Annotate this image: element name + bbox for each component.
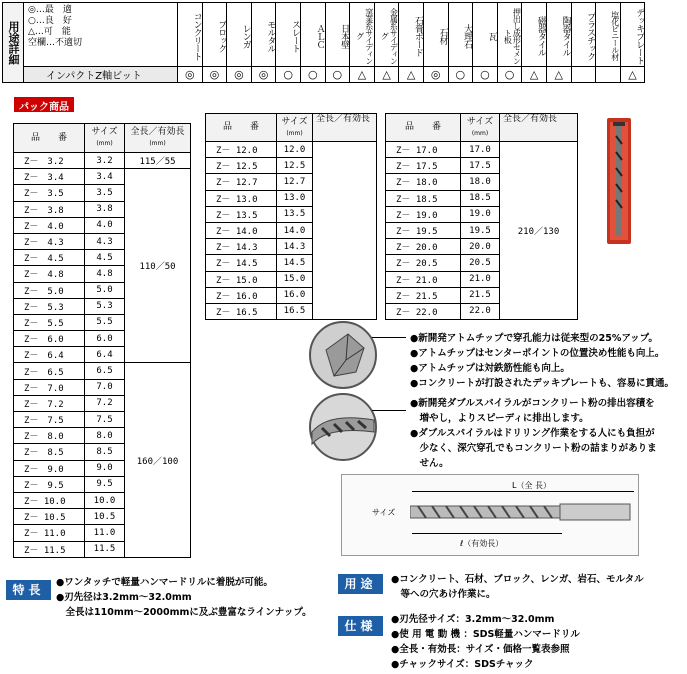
size-cell: 3.4 xyxy=(85,169,125,185)
part-number-cell: Z－ 6.0 xyxy=(14,331,85,347)
usage-mark: ◎ xyxy=(227,67,252,83)
features-atom-tip xyxy=(410,331,685,391)
usage-mark: △ xyxy=(546,67,571,83)
part-number-cell: Z－ 3.8 xyxy=(14,201,85,217)
size-cell: 7.0 xyxy=(85,379,125,395)
size-cell: 20.0 xyxy=(461,239,500,255)
usage-mark: ◎ xyxy=(251,67,276,83)
part-number-cell: Z－ 13.0 xyxy=(206,190,277,206)
feature-line: 増やし，よりスピーディに排出します。 xyxy=(410,413,589,424)
usage-matrix xyxy=(2,2,645,83)
effective-length-label: ℓ（有効長） xyxy=(460,539,504,548)
material-header: デッキプレート xyxy=(620,3,645,67)
usage-mark: △ xyxy=(522,67,547,83)
size-cell: 17.0 xyxy=(461,142,500,158)
size-cell: 7.2 xyxy=(85,395,125,411)
tokucho-tag: 特長 xyxy=(6,580,51,600)
part-number-cell: Z－ 4.5 xyxy=(14,250,85,266)
size-cell: 6.5 xyxy=(85,363,125,379)
usage-mark xyxy=(596,67,621,83)
usage-mark: △ xyxy=(350,67,375,83)
part-number-cell: Z－ 12.0 xyxy=(206,142,277,158)
feature-line: 少なく、深穴穿孔でもコンクリート粉の詰まりがありま xyxy=(410,443,657,454)
size-cell: 9.5 xyxy=(85,476,125,492)
product-name: インパクトZ軸ビット xyxy=(24,67,178,83)
header-length: 全長／有効長 xyxy=(500,114,578,142)
length-cell: 115／55 xyxy=(125,153,191,169)
part-number-cell: Z－ 8.0 xyxy=(14,428,85,444)
table-row xyxy=(386,142,578,158)
table-row xyxy=(14,153,191,169)
size-cell: 16.0 xyxy=(277,287,313,303)
usage-mark: △ xyxy=(374,67,399,83)
feature-line: ●ダブルスパイラルはドリリング作業をする人にも負担が xyxy=(410,428,655,439)
part-number-cell: Z－ 9.0 xyxy=(14,460,85,476)
size-cell: 16.5 xyxy=(277,303,313,319)
size-cell: 13.0 xyxy=(277,190,313,206)
material-header: モルタル xyxy=(251,3,276,67)
legend-possible: △…可 能 xyxy=(28,27,71,37)
length-cell: 110／50 xyxy=(125,169,191,363)
material-header: 塩化ビニール材 xyxy=(596,3,621,67)
part-number-cell: Z－ 15.0 xyxy=(206,271,277,287)
size-cell: 10.5 xyxy=(85,509,125,525)
part-number-cell: Z－ 7.0 xyxy=(14,379,85,395)
double-spiral-image xyxy=(308,392,378,462)
part-number-cell: Z－ 21.5 xyxy=(386,287,461,303)
material-header: コンクリート xyxy=(178,3,203,67)
length-cell xyxy=(313,142,377,320)
part-number-cell: Z－ 4.8 xyxy=(14,266,85,282)
part-number-cell: Z－ 22.0 xyxy=(386,303,461,319)
size-cell: 21.0 xyxy=(461,271,500,287)
total-length-label: L（全 長） xyxy=(512,481,551,490)
header-size: サイズ (mm) xyxy=(277,114,313,142)
length-cell: 160／100 xyxy=(125,363,191,557)
feature-line: ●新開発ダブルスパイラルがコンクリート粉の排出容積を xyxy=(410,398,655,409)
usage-mark xyxy=(571,67,596,83)
part-number-cell: Z－ 16.5 xyxy=(206,303,277,319)
material-header: ＡＬＣ xyxy=(300,3,325,67)
legend-unsuitable: 空欄…不適切 xyxy=(28,38,83,48)
shiyo-tag: 仕様 xyxy=(338,616,383,636)
table-row xyxy=(206,142,377,158)
part-number-cell: Z－ 4.3 xyxy=(14,233,85,249)
effective-length-line xyxy=(412,533,562,534)
material-header: レンガ xyxy=(227,3,252,67)
size-cell: 18.0 xyxy=(461,174,500,190)
size-cell: 7.5 xyxy=(85,412,125,428)
part-number-cell: Z－ 10.5 xyxy=(14,509,85,525)
features-double-spiral xyxy=(410,396,685,471)
drill-bit-package-image xyxy=(601,116,637,246)
legend-best: ◎…最 適 xyxy=(28,5,72,15)
material-header: 金属系サイディング xyxy=(374,3,399,67)
part-number-cell: Z－ 7.5 xyxy=(14,412,85,428)
total-length-line xyxy=(412,491,634,492)
size-table-2 xyxy=(205,113,377,320)
part-number-cell: Z－ 8.5 xyxy=(14,444,85,460)
material-header: 石膏ボード xyxy=(399,3,424,67)
part-number-cell: Z－ 20.0 xyxy=(386,239,461,255)
length-cell: 210／130 xyxy=(500,142,578,320)
size-cell: 10.0 xyxy=(85,492,125,508)
header-size: サイズ (mm) xyxy=(85,124,125,153)
part-number-cell: Z－ 14.0 xyxy=(206,222,277,238)
part-number-cell: Z－ 3.4 xyxy=(14,169,85,185)
material-header: スレート xyxy=(276,3,301,67)
part-number-cell: Z－ 19.0 xyxy=(386,206,461,222)
size-cell: 12.5 xyxy=(277,158,313,174)
size-cell: 3.5 xyxy=(85,185,125,201)
size-cell: 14.3 xyxy=(277,239,313,255)
part-number-cell: Z－ 11.0 xyxy=(14,525,85,541)
material-header: 大理石 xyxy=(448,3,473,67)
part-number-cell: Z－ 17.0 xyxy=(386,142,461,158)
size-table-1 xyxy=(13,123,191,558)
header-part: 品 番 xyxy=(386,114,461,142)
yoto-tag: 用途 xyxy=(338,574,383,594)
size-cell: 15.0 xyxy=(277,271,313,287)
feature-line: ●アトムチップはセンターポイントの位置決め性能も向上。 xyxy=(410,348,665,359)
usage-legend xyxy=(24,3,178,67)
size-cell: 4.5 xyxy=(85,250,125,266)
size-cell: 11.0 xyxy=(85,525,125,541)
size-cell: 3.2 xyxy=(85,153,125,169)
size-cell: 19.5 xyxy=(461,222,500,238)
pointer-line xyxy=(372,410,406,411)
size-cell: 17.5 xyxy=(461,158,500,174)
part-number-cell: Z－ 10.0 xyxy=(14,492,85,508)
usage-mark: ○ xyxy=(325,67,350,83)
size-cell: 6.0 xyxy=(85,331,125,347)
usage-mark: ◎ xyxy=(202,67,227,83)
size-cell: 11.5 xyxy=(85,541,125,557)
size-cell: 3.8 xyxy=(85,201,125,217)
feature-line: せん。 xyxy=(410,458,449,469)
part-number-cell: Z－ 11.5 xyxy=(14,541,85,557)
part-number-cell: Z－ 6.5 xyxy=(14,363,85,379)
usage-mark: ◎ xyxy=(423,67,448,83)
size-label: サイズ xyxy=(372,508,396,517)
usage-mark: ○ xyxy=(473,67,498,83)
size-cell: 14.5 xyxy=(277,255,313,271)
header-size: サイズ (mm) xyxy=(461,114,500,142)
size-cell: 14.0 xyxy=(277,222,313,238)
legend-good: ○…良 好 xyxy=(28,16,72,26)
part-number-cell: Z－ 20.5 xyxy=(386,255,461,271)
part-number-cell: Z－ 14.5 xyxy=(206,255,277,271)
usage-side-label: 用途詳細 xyxy=(3,3,24,83)
part-number-cell: Z－ 12.5 xyxy=(206,158,277,174)
table-row xyxy=(14,169,191,185)
part-number-cell: Z－ 14.3 xyxy=(206,239,277,255)
part-number-cell: Z－ 4.0 xyxy=(14,217,85,233)
size-cell: 5.3 xyxy=(85,298,125,314)
feature-line: ●新開発アトムチップで穿孔能力は従来型の25%アップ。 xyxy=(410,333,658,344)
material-header: 窯業系サイディング xyxy=(350,3,375,67)
material-header: 瓦 xyxy=(473,3,498,67)
size-cell: 4.0 xyxy=(85,217,125,233)
size-cell: 13.5 xyxy=(277,206,313,222)
size-cell: 4.8 xyxy=(85,266,125,282)
size-cell: 8.0 xyxy=(85,428,125,444)
size-table-3 xyxy=(385,113,578,320)
tokucho-text: ●ワンタッチで軽量ハンマードリルに着脱が可能。 ●刃先径は3.2mm～32.0mm 全長は110mm～2000mmに及ぶ豊富なラインナップ。 xyxy=(56,577,312,618)
pack-label: パック商品 xyxy=(14,97,74,112)
usage-mark: ○ xyxy=(300,67,325,83)
header-length: 全長／有効長 (mm) xyxy=(125,124,191,153)
part-number-cell: Z－ 12.7 xyxy=(206,174,277,190)
usage-mark: ◎ xyxy=(178,67,203,83)
shiyo-text: ●刃先径サイズ：3.2mm～32.0mm ●使 用 電 動 機 ：SDS軽量ハンマードリル ●全長・有効長：サイズ・価格一覧表参照 ●チャックサイズ：SDSチャック xyxy=(391,614,580,670)
table-row xyxy=(14,363,191,379)
part-number-cell: Z－ 5.5 xyxy=(14,314,85,330)
part-number-cell: Z－ 17.5 xyxy=(386,158,461,174)
size-cell: 18.5 xyxy=(461,190,500,206)
size-cell: 21.5 xyxy=(461,287,500,303)
usage-mark: ○ xyxy=(448,67,473,83)
header-part: 品 番 xyxy=(206,114,277,142)
size-cell: 20.5 xyxy=(461,255,500,271)
part-number-cell: Z－ 18.0 xyxy=(386,174,461,190)
material-header: 日本壁 xyxy=(325,3,350,67)
material-header: 陶器タイル xyxy=(546,3,571,67)
part-number-cell: Z－ 7.2 xyxy=(14,395,85,411)
part-number-cell: Z－ 5.3 xyxy=(14,298,85,314)
material-header: ブロック xyxy=(202,3,227,67)
part-number-cell: Z－ 21.0 xyxy=(386,271,461,287)
part-number-cell: Z－ 5.0 xyxy=(14,282,85,298)
feature-line: ●コンクリートが打設されたデッキプレートも、容易に貫通。 xyxy=(410,378,675,389)
size-cell: 5.5 xyxy=(85,314,125,330)
atom-tip-image xyxy=(308,320,378,390)
part-number-cell: Z－ 6.4 xyxy=(14,347,85,363)
feature-line: ●アトムチップは対鉄筋性能も向上。 xyxy=(410,363,570,374)
size-cell: 12.0 xyxy=(277,142,313,158)
size-cell: 9.0 xyxy=(85,460,125,476)
size-cell: 6.4 xyxy=(85,347,125,363)
part-number-cell: Z－ 16.0 xyxy=(206,287,277,303)
usage-mark: ○ xyxy=(497,67,522,83)
header-length: 全長／有効長 xyxy=(313,114,377,142)
material-header: 磁器タイル xyxy=(522,3,547,67)
size-cell: 22.0 xyxy=(461,303,500,319)
part-number-cell: Z－ 3.2 xyxy=(14,153,85,169)
part-number-cell: Z－ 3.5 xyxy=(14,185,85,201)
size-cell: 19.0 xyxy=(461,206,500,222)
size-cell: 4.3 xyxy=(85,233,125,249)
material-header: プラスチック xyxy=(571,3,596,67)
header-part: 品 番 xyxy=(14,124,85,153)
part-number-cell: Z－ 18.5 xyxy=(386,190,461,206)
yoto-text: ●コンクリート、石材、ブロック、レンガ、岩石、モルタル 等への穴あけ作業に。 xyxy=(391,574,644,600)
usage-mark: ○ xyxy=(276,67,301,83)
size-cell: 12.7 xyxy=(277,174,313,190)
pointer-line xyxy=(372,337,406,338)
drill-bit-diagram xyxy=(410,497,634,527)
material-header: 押出し成形セメント板 xyxy=(497,3,522,67)
part-number-cell: Z－ 9.5 xyxy=(14,476,85,492)
material-header: 石材 xyxy=(423,3,448,67)
size-cell: 5.0 xyxy=(85,282,125,298)
usage-mark: △ xyxy=(399,67,424,83)
part-number-cell: Z－ 19.5 xyxy=(386,222,461,238)
dimension-diagram xyxy=(341,474,639,556)
size-cell: 8.5 xyxy=(85,444,125,460)
usage-mark: △ xyxy=(620,67,645,83)
part-number-cell: Z－ 13.5 xyxy=(206,206,277,222)
